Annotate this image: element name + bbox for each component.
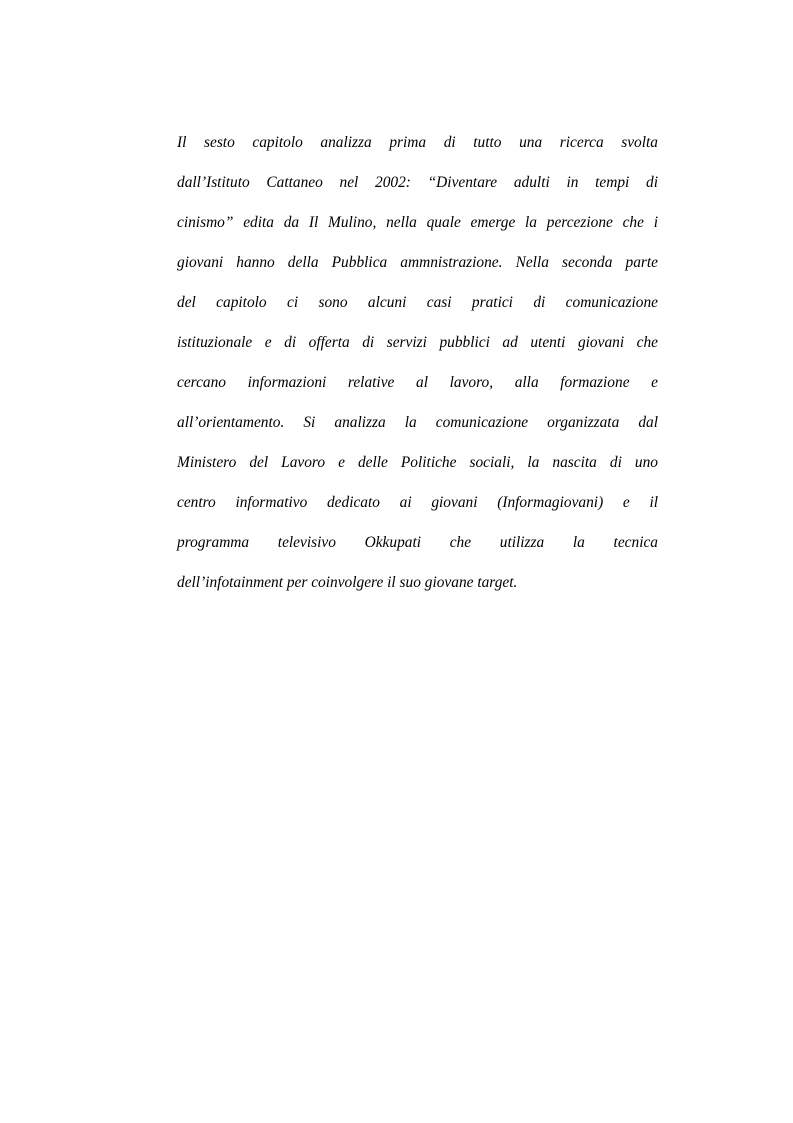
paragraph-line: all’orientamento. Si analizza la comunicazione organizzata dal [177,414,658,431]
body-paragraph [177,129,658,609]
paragraph-line: del capitolo ci sono alcuni casi pratici di comunicazione [177,294,658,311]
paragraph-line: programma televisivo Okkupati che utilizza la tecnica [177,534,658,551]
paragraph-line: Ministero del Lavoro e delle Politiche sociali, la nascita di uno [177,454,658,471]
paragraph-line: giovani hanno della Pubblica ammnistrazione. Nella seconda parte [177,254,658,271]
paragraph-line: centro informativo dedicato ai giovani (Informagiovani) e il [177,494,658,511]
paragraph-line: Il sesto capitolo analizza prima di tutto una ricerca svolta [177,134,658,151]
paragraph-line: cercano informazioni relative al lavoro, alla formazione e [177,374,658,391]
paragraph-line: dall’Istituto Cattaneo nel 2002: “Diventare adulti in tempi di [177,174,658,191]
paragraph-line: istituzionale e di offerta di servizi pubblici ad utenti giovani che [177,334,658,351]
paragraph-line: dell’infotainment per coinvolgere il suo giovane target. [177,574,518,591]
paragraph-line: cinismo” edita da Il Mulino, nella quale emerge la percezione che i [177,214,658,231]
